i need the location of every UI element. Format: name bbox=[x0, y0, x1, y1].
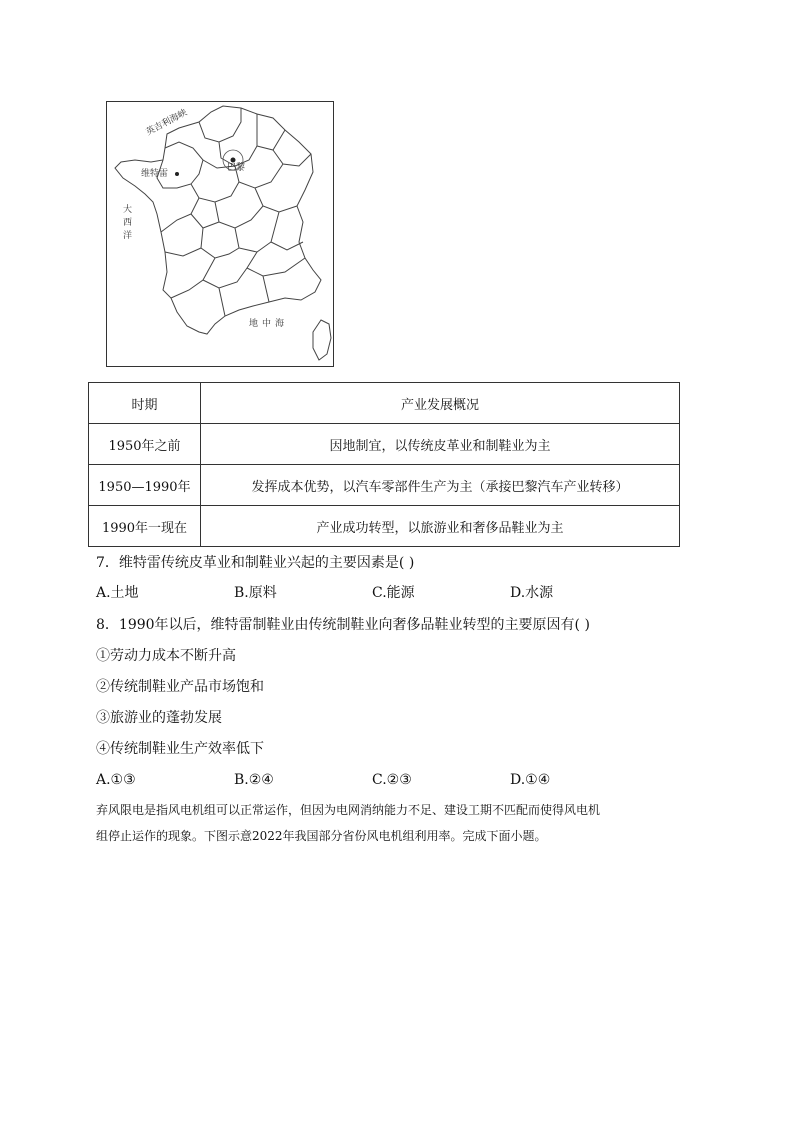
q8-option-d[interactable]: D.①④ bbox=[510, 772, 551, 788]
row-period: 1950—1990年 bbox=[89, 465, 201, 506]
q8-option-a[interactable]: A.①③ bbox=[96, 772, 136, 788]
row-desc: 产业成功转型，以旅游业和奢侈品鞋业为主 bbox=[201, 506, 680, 547]
channel-label: 英吉利海峡 bbox=[144, 107, 189, 138]
q8-item-4: ④传统制鞋业生产效率低下 bbox=[96, 741, 264, 757]
q8-item-2: ②传统制鞋业产品市场饱和 bbox=[96, 679, 264, 695]
q7-option-b[interactable]: B.原料 bbox=[234, 585, 277, 601]
q8-option-c[interactable]: C.②③ bbox=[372, 772, 412, 788]
france-outline bbox=[107, 102, 335, 368]
industry-table bbox=[88, 382, 680, 547]
paris-label: 巴黎 bbox=[227, 163, 246, 173]
q8-stem: 8．1990年以后，维特雷制鞋业由传统制鞋业向奢侈品鞋业转型的主要原因有( ) bbox=[96, 617, 590, 633]
table-row bbox=[89, 465, 680, 506]
mediterranean-label: 地中海 bbox=[249, 319, 289, 329]
q7-option-d[interactable]: D.水源 bbox=[510, 585, 554, 601]
wind-intro-line-2: 组停止运作的现象。下图示意2022年我国部分省份风电机组利用率。完成下面小题。 bbox=[96, 829, 547, 843]
q8-option-b[interactable]: B.②④ bbox=[234, 772, 274, 788]
table-header-row bbox=[89, 383, 680, 424]
row-desc: 因地制宜，以传统皮革业和制鞋业为主 bbox=[201, 424, 680, 465]
wind-intro-line-1: 弃风限电是指风电机组可以正常运作，但因为电网消纳能力不足、建设工期不匹配而使得风电机 bbox=[96, 803, 601, 817]
table-row bbox=[89, 506, 680, 547]
q8-item-1: ①劳动力成本不断升高 bbox=[96, 648, 236, 664]
row-period: 1950年之前 bbox=[89, 424, 201, 465]
atlantic-label: 大西洋 bbox=[121, 204, 131, 243]
vitre-label: 维特雷 bbox=[141, 169, 169, 179]
row-period: 1990年一现在 bbox=[89, 506, 201, 547]
q7-stem: 7．维特雷传统皮革业和制鞋业兴起的主要因素是( ) bbox=[96, 555, 415, 571]
row-desc: 发挥成本优势，以汽车零部件生产为主（承接巴黎汽车产业转移） bbox=[201, 465, 680, 506]
q7-option-c[interactable]: C.能源 bbox=[372, 585, 415, 601]
france-map bbox=[106, 101, 334, 367]
q8-item-3: ③旅游业的蓬勃发展 bbox=[96, 710, 222, 726]
table-row bbox=[89, 424, 680, 465]
q7-option-a[interactable]: A.土地 bbox=[96, 585, 139, 601]
header-period: 时期 bbox=[89, 383, 201, 424]
header-overview: 产业发展概况 bbox=[201, 383, 680, 424]
